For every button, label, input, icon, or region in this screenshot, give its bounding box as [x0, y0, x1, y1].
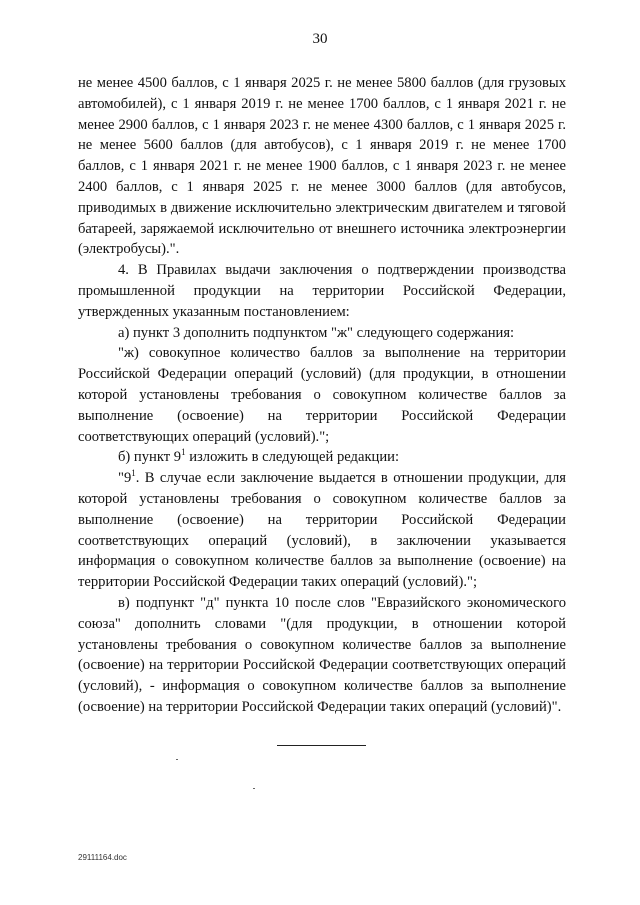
scan-speck	[176, 759, 178, 760]
superscript-one: 1	[181, 447, 186, 458]
file-identifier: 29111164.doc	[78, 853, 127, 862]
paragraph-quoted-9-1-pre: "9	[118, 470, 132, 487]
page-number: 30	[312, 31, 328, 47]
document-body	[78, 73, 566, 718]
paragraph-quoted-9-1	[78, 468, 566, 593]
scan-speck	[253, 788, 255, 789]
paragraph-continuation: не менее 4500 баллов, с 1 января 2025 г. не менее 5800 баллов (для грузовых автомобилей), с 1 января 2019 г. не менее 1700 баллов, с 1 января 2021 г. не менее 2900 баллов, с 1 января 2023 г. не менее 4300 баллов, с 1 января 2025 г. не менее 5600 баллов (для автобусов), с 1 января 2019 г. не менее 1700 баллов, с 1 января 2021 г. не менее 1900 баллов, с 1 января 2023 г. не менее 2400 баллов, с 1 января 2025 г. не менее 3000 баллов (для автобусов, приводимых в движение исключительно электрическим двигателем и тяговой батареей, заряжаемой исключительно от внешнего источника электроэнергии (электробусы).".	[78, 75, 566, 258]
paragraph-subitem-v: в) подпункт "д" пункта 10 после слов "Евразийского экономического союза" дополнить словами "(для продукции, в отношении которой установлены требования о совокупном количестве баллов за выполнение (освоение) на территории Российской Федерации соответствующих операций (условий), - информация о совокупном количестве баллов за выполнение (освоение) на территории Российской Федерации таких операций (условий)".	[78, 594, 566, 715]
paragraph-quoted-9-1-post: . В случае если заключение выдается в отношении продукции, для которой установлены требования о совокупном количестве баллов за выполнение (освоение) на территории Российской Федерации соответствующих операций (условий), в заключении указывается информация о совокупном количестве баллов за выполнение (освоение) на территории Российской Федерации таких операций (условий).";	[78, 470, 566, 591]
paragraph-item-4: 4. В Правилах выдачи заключения о подтверждении производства промышленной продукции на территории Российской Федерации, утвержденных указанным постановлением:	[78, 262, 566, 320]
paragraph-subitem-b	[78, 447, 566, 468]
paragraph-subitem-b-post: изложить в следующей редакции:	[185, 449, 400, 466]
paragraph-subitem-b-pre: б) пункт 9	[118, 449, 182, 466]
superscript-one: 1	[131, 468, 136, 479]
end-of-text-rule	[277, 745, 366, 746]
paragraph-subitem-a: а) пункт 3 дополнить подпунктом "ж" следующего содержания:	[118, 324, 515, 341]
paragraph-quoted-zh: "ж) совокупное количество баллов за выполнение на территории Российской Федерации операций (условий) (для продукции, в отношении которой установлены требования о совокупном количестве баллов за выполнение (освоение) на территории Российской Федерации соответствующих операций (условий).";	[78, 345, 566, 445]
